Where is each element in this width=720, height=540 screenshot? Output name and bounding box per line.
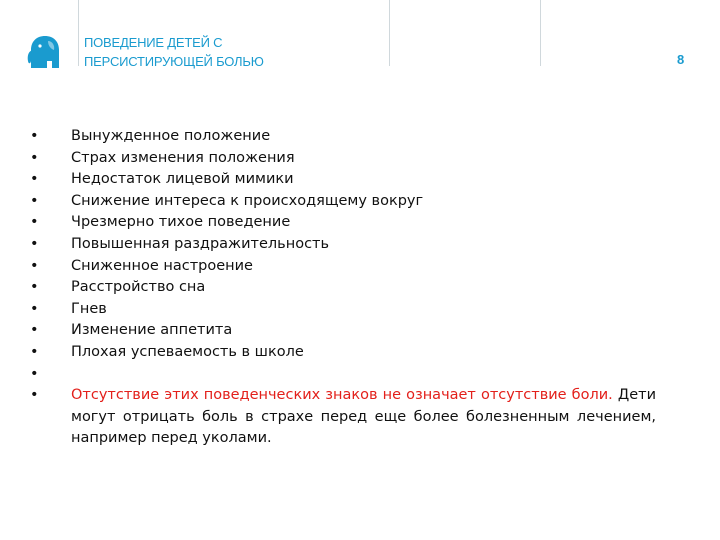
list-item-text: Плохая успеваемость в школе: [71, 343, 304, 360]
list-item: [30, 126, 656, 148]
title-line-1: ПОВЕДЕНИЕ ДЕТЕЙ С: [84, 35, 223, 50]
list-item-text: Страх изменения положения: [71, 149, 295, 166]
bullet-marker: •: [30, 128, 39, 144]
list-item: [30, 256, 656, 278]
divider-line: [78, 0, 79, 66]
list-item-text: Недостаток лицевой мимики: [71, 171, 294, 188]
list-item-text: Гнев: [71, 300, 107, 317]
list-item: [30, 342, 656, 364]
list-item-text: Расстройство сна: [71, 279, 206, 296]
list-item: [30, 191, 656, 213]
list-item: [30, 299, 656, 321]
bullet-marker: •: [30, 235, 39, 252]
bullet-marker: •: [30, 171, 39, 188]
list-item-text: Сниженное настроение: [71, 257, 253, 274]
bullet-marker: •: [30, 300, 39, 317]
list-item: [30, 320, 656, 342]
list-item: [30, 277, 656, 299]
bullet-marker: •: [30, 387, 39, 404]
bullet-marker: •: [30, 214, 39, 231]
bullet-marker: •: [30, 257, 39, 274]
list-item-text: Вынужденное положение: [71, 128, 271, 144]
bullet-marker: •: [30, 322, 39, 339]
bullet-marker: •: [30, 343, 39, 360]
bullet-marker: •: [30, 365, 39, 382]
list-item: [30, 234, 656, 256]
list-item: [30, 148, 656, 170]
bullet-marker: •: [30, 279, 39, 296]
divider-line: [389, 0, 390, 66]
bullet-marker: •: [30, 149, 39, 166]
list-item: [30, 212, 656, 234]
note-highlight: Отсутствие этих поведенческих знаков не означает отсутствие боли.: [71, 387, 613, 404]
bullet-list: [30, 126, 656, 450]
slide-title: [84, 33, 384, 71]
elephant-icon: [26, 34, 64, 68]
note-text: Дети могут отрицать боль в страхе перед еще более болезненным лечением, например перед уколами.: [71, 387, 657, 447]
note-item: [30, 385, 656, 450]
divider-line: [540, 0, 541, 66]
list-item: [30, 169, 656, 191]
list-item-text: Изменение аппетита: [71, 322, 233, 339]
list-item-text: Снижение интереса к происходящему вокруг: [71, 192, 424, 209]
page-number: 8: [677, 52, 685, 67]
title-line-2: ПЕРСИСТИРУЮЩЕЙ БОЛЬЮ: [84, 54, 264, 69]
list-item-text: Повышенная раздражительность: [71, 235, 330, 252]
list-item-empty: [30, 364, 656, 386]
list-item-text: Чрезмерно тихое поведение: [71, 214, 291, 231]
bullet-marker: •: [30, 192, 39, 209]
